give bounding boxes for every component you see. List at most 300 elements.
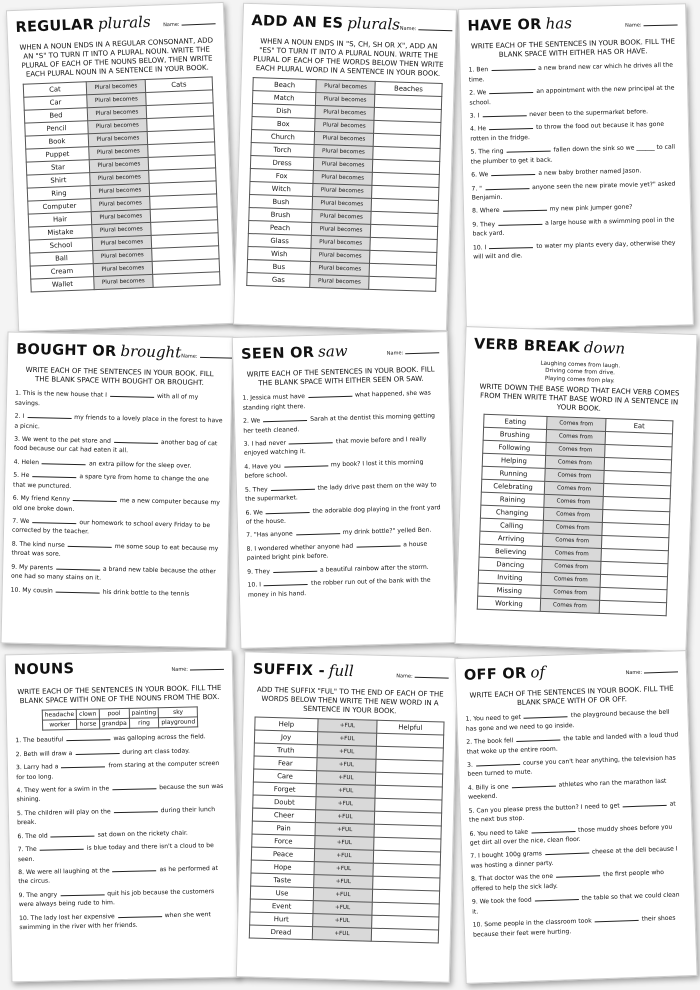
suffix-table [249, 717, 445, 944]
worksheet-have-or-has [458, 3, 694, 330]
instructions: WRITE EACH OF THE SENTENCES IN YOUR BOOK. FILL THE BLANK SPACE WITH EITHER SEEN OR SAW. [246, 365, 435, 388]
question-start: 8. That doctor was the one [470, 873, 554, 884]
label-cell: Comes from [544, 494, 603, 509]
word-cell: Hurt [250, 912, 313, 927]
word-cell: Puppet [26, 147, 89, 162]
word-cell: Force [252, 834, 315, 849]
title-cursive: of [530, 662, 546, 682]
question-end: the robber run out of the bank with the money in his hand. [247, 576, 431, 599]
word-cell: Peace [251, 847, 314, 862]
answer-blank[interactable] [114, 805, 158, 813]
label-cell: Plural becomes [91, 197, 150, 212]
word-cell: Fox [250, 169, 313, 184]
label-cell: Plural becomes [93, 249, 152, 264]
question-start: 10. My cousin [10, 586, 53, 595]
question-start: 2. We [242, 417, 261, 425]
answer-blank[interactable] [73, 494, 117, 502]
word-cell: School [29, 238, 92, 253]
verb-table [477, 414, 674, 617]
question-start: 6. The old [17, 832, 48, 840]
answer-blank[interactable] [266, 506, 310, 514]
question-start: 6. We [471, 171, 489, 179]
question-end: their shoes because their feet were hurting. [472, 914, 676, 939]
answer-blank[interactable] [118, 910, 162, 918]
answer-cell[interactable]: Helpful [377, 721, 444, 736]
label-cell: Plural becomes [313, 158, 372, 173]
word-cell: Bus [247, 260, 310, 275]
question-item [17, 804, 227, 828]
question-start: 7. "Has anyone [246, 530, 293, 540]
answer-blank[interactable] [264, 578, 308, 586]
name-field[interactable]: Name: [625, 21, 678, 28]
question-list [460, 59, 691, 262]
example-line: Laughing comes from laugh. [540, 360, 621, 370]
word-cell: Pain [252, 821, 315, 836]
question-start: 6. We [245, 508, 263, 517]
word-box-cell: playground [159, 717, 198, 728]
question-item [19, 886, 229, 910]
question-start: 7. I bought 100g grams [470, 850, 543, 861]
question-start: 1. You need to get [465, 714, 522, 723]
answer-blank[interactable] [498, 218, 542, 226]
label-cell: Comes from [546, 430, 605, 445]
question-end: never been to the supermarket before. [529, 108, 649, 119]
name-field[interactable]: Name: [163, 20, 216, 28]
answer-blank[interactable] [516, 734, 560, 743]
answer-blank[interactable] [545, 847, 589, 856]
question-item [15, 731, 225, 746]
word-cell: Computer [28, 199, 91, 214]
word-cell: Gas [247, 273, 310, 288]
label-cell: Plural becomes [315, 93, 374, 108]
word-cell: Brush [249, 208, 312, 223]
instructions: WRITE EACH OF THE SENTENCES IN YOUR BOOK. FILL THE BLANK SPACE WITH OF OR OFF. [469, 684, 674, 708]
answer-blank[interactable] [270, 483, 314, 491]
worksheet-off-or-of [454, 650, 697, 984]
word-cell: Dread [249, 925, 312, 940]
question-start: 3. Larry had a [15, 763, 59, 772]
question-end: is blue today and there isn't a cloud to be seen. [17, 842, 214, 863]
question-start: 6. My friend Kenny [12, 494, 70, 504]
word-cell: Cheer [252, 808, 315, 823]
label-cell: Plural becomes [313, 171, 372, 186]
title-bold: REGULAR [15, 16, 95, 36]
question-end: the table so that we could clean it. [472, 891, 680, 916]
question-end: a new brand new car which he drives all the time. [468, 61, 674, 84]
label-cell: Plural becomes [314, 132, 373, 147]
word-cell: Fear [254, 756, 317, 771]
question-item [16, 744, 226, 759]
question-end: as he performed at the circus. [18, 865, 219, 886]
question-start: 9. They [247, 567, 271, 576]
question-start: 3. [467, 761, 474, 769]
word-cell: Pencil [25, 121, 88, 136]
answer-blank[interactable] [489, 122, 533, 130]
word-cell: Event [250, 899, 313, 914]
question-end: the adorable dog playing in the front yard of the house. [245, 503, 441, 526]
question-end: during art class today. [122, 747, 190, 756]
answer-blank[interactable] [476, 758, 520, 767]
answer-blank[interactable] [42, 457, 86, 465]
worksheet-title [16, 340, 224, 369]
question-item [14, 411, 222, 436]
label-cell: Plural becomes [89, 145, 148, 160]
label-cell: Comes from [545, 455, 604, 470]
label-cell: +FUL [313, 901, 372, 916]
question-list [7, 731, 237, 933]
title-cursive: plurals [347, 14, 401, 34]
answer-blank[interactable] [112, 864, 156, 872]
answer-blank[interactable] [485, 182, 529, 190]
title-cursive: has [545, 14, 573, 33]
question-list [457, 706, 695, 940]
worksheet-title [14, 658, 224, 686]
question-start: 7. " [471, 184, 483, 193]
question-start: 7. The [17, 845, 37, 854]
question-end: when she went swimming in the river with her friends. [19, 910, 211, 932]
question-start: 2. I [14, 412, 25, 420]
name-field[interactable]: Name: [400, 26, 453, 34]
question-item [17, 826, 227, 841]
label-cell: +FUL [315, 823, 374, 838]
label-cell: +FUL [312, 927, 371, 942]
answer-blank[interactable] [308, 390, 352, 398]
title-bold: ADD AN ES [251, 12, 344, 32]
word-cell: Car [24, 95, 87, 110]
worksheet-es-plurals [233, 3, 457, 332]
question-item [243, 410, 441, 435]
title-bold: SUFFIX - [252, 661, 326, 680]
label-cell: +FUL [314, 875, 373, 890]
answer-blank[interactable] [112, 782, 156, 790]
answer-blank[interactable] [511, 780, 555, 789]
question-start: 8. The kind nurse [11, 540, 65, 549]
label-cell: +FUL [317, 745, 376, 760]
answer-blank[interactable] [110, 390, 154, 398]
answer-cell[interactable]: Beaches [375, 82, 442, 97]
worksheet-bought-or-brought [0, 331, 233, 648]
title-bold: SEEN OR [240, 344, 315, 363]
label-cell: +FUL [317, 758, 376, 773]
word-cell: Inviting [478, 570, 541, 585]
name-field[interactable]: Name: [387, 349, 440, 356]
label-cell: Comes from [543, 520, 602, 535]
title-cursive: plurals [97, 12, 151, 33]
question-end: with all of my savings. [14, 393, 199, 407]
answer-blank[interactable] [61, 760, 105, 768]
title-bold: VERB BREAK [473, 336, 581, 357]
answer-blank[interactable] [40, 843, 84, 851]
label-cell: Comes from [540, 598, 599, 613]
question-end: the table and landed with a loud thud that woke up the entire room. [466, 731, 679, 756]
word-cell: Shirt [27, 173, 90, 188]
question-start: 9. They [472, 220, 496, 229]
question-start: 9. We took the food [471, 896, 532, 906]
word-cell: Truth [254, 743, 317, 758]
word-cell: Mistake [29, 225, 92, 240]
question-item [11, 561, 219, 586]
question-item [470, 142, 680, 167]
answer-blank[interactable] [114, 436, 158, 444]
label-cell: Comes from [547, 417, 606, 432]
question-start: 10. Some people in the classroom took [472, 917, 592, 929]
question-end: that movie before and I really enjoyed watching it. [243, 435, 427, 458]
answer-blank[interactable] [489, 241, 533, 249]
label-cell: Plural becomes [311, 236, 370, 251]
worksheet-title [251, 11, 448, 41]
word-cell: Cat [23, 82, 86, 97]
instructions: WRITE DOWN THE BASE WORD THAT EACH VERB COMES FROM THEN WRITE THAT BASE WORD IN A SENTENCE IN YOUR BOOK. [479, 382, 680, 413]
answer-blank[interactable] [27, 411, 71, 419]
word-cell: Helping [482, 453, 545, 468]
question-end: anyone seen the new pirate movie yet?" asked Benjamin. [471, 180, 676, 202]
question-end: sat down on the rickety chair. [97, 829, 188, 839]
answer-cell[interactable] [369, 277, 436, 292]
question-start: 1. Ben [468, 66, 489, 74]
answer-cell[interactable] [599, 600, 666, 615]
label-cell: Plural becomes [87, 106, 146, 121]
question-item [246, 538, 444, 563]
answer-cell[interactable]: Eat [606, 419, 673, 434]
answer-blank[interactable] [535, 893, 579, 902]
question-end: me some soup to eat because my throat was sore. [11, 542, 219, 559]
question-start: 4. Billy is one [467, 783, 509, 792]
answer-blank[interactable] [531, 825, 575, 834]
name-field[interactable]: Name: [625, 668, 678, 676]
word-cell: Care [253, 769, 316, 784]
question-end: fallen down the sink so we ______ to call the plumber to get it back. [470, 143, 676, 166]
question-start: 9. My parents [11, 563, 54, 572]
question-item [242, 387, 440, 412]
label-cell: Plural becomes [310, 275, 369, 290]
question-end: an appointment with the new principal at the school. [469, 84, 675, 107]
title-cursive: down [583, 338, 626, 358]
label-cell: +FUL [317, 732, 376, 747]
label-cell: Plural becomes [315, 106, 374, 121]
answer-blank[interactable] [32, 516, 76, 524]
word-box-cell: headache [42, 710, 77, 721]
label-cell: Plural becomes [90, 171, 149, 186]
question-end: a spare tyre from home to change the one that we punctured. [13, 473, 210, 490]
answer-blank[interactable] [356, 539, 400, 547]
question-end: to water my plants every day, otherwise they will wilt and die. [473, 239, 676, 261]
question-end: from staring at the computer screen for too long. [16, 760, 220, 781]
word-cell: Match [252, 91, 315, 106]
word-cell: Bed [24, 108, 87, 123]
word-box-cell: worker [42, 720, 77, 731]
word-cell: Star [26, 160, 89, 175]
word-cell: Book [25, 134, 88, 149]
answer-blank[interactable] [75, 747, 119, 755]
worksheet-title [467, 11, 678, 40]
label-cell: Plural becomes [310, 262, 369, 277]
label-cell: Comes from [541, 572, 600, 587]
worksheet-regular-plurals [6, 2, 236, 332]
answer-blank[interactable] [263, 414, 307, 422]
instructions: WHEN A NOUN ENDS IN A REGULAR CONSONANT, ADD AN "S" TO TURN IT INTO A PLURAL NOUN. WRITE THE PLURAL OF EACH OF THE NOUNS BELOW, THEN WRITE EACH PLURAL NOUN IN A SENTENCE IN YOUR BOOK. [19, 36, 214, 79]
instructions: WRITE EACH OF THE SENTENCES IN YOUR BOOK. FILL THE BLANK SPACE WITH EITHER HAS OR HAVE. [470, 37, 676, 59]
word-cell: Taste [251, 873, 314, 888]
label-cell: Comes from [543, 507, 602, 522]
answer-cell[interactable]: Cats [145, 77, 212, 93]
label-cell: Comes from [545, 468, 604, 483]
word-cell: Box [252, 117, 315, 132]
question-start: 5. He [13, 471, 30, 480]
question-start: 1. Jessica must have [242, 393, 306, 402]
question-end: during their lunch break. [17, 805, 216, 827]
word-cell: Raining [481, 492, 544, 507]
word-cell: Help [255, 717, 318, 732]
word-box-cell: painting [129, 708, 159, 719]
answer-blank[interactable] [289, 436, 333, 444]
question-start: 8. I wondered whether anyone had [246, 542, 354, 553]
answer-blank[interactable] [68, 540, 112, 548]
question-end: was galloping across the field. [113, 733, 206, 743]
word-box-cell: pool [99, 709, 129, 720]
question-item [16, 781, 226, 805]
label-cell: Comes from [541, 585, 600, 600]
word-cell: Church [251, 130, 314, 145]
answer-blank[interactable] [524, 710, 568, 719]
question-item [245, 479, 443, 504]
question-end: athletes who ran the marathon last weekend. [468, 777, 667, 801]
label-cell: Plural becomes [91, 210, 150, 225]
question-end: the playground because the bell has gone and we need to go inside. [465, 708, 670, 733]
question-end: another bag of cat food because our cat had eaten it all. [13, 438, 218, 455]
answer-blank[interactable] [66, 733, 110, 741]
name-field[interactable]: Name: [171, 666, 224, 673]
example-line: Driving come from drive. [545, 368, 616, 377]
word-cell: Peach [248, 221, 311, 236]
label-cell: Plural becomes [311, 223, 370, 238]
word-box-row [42, 717, 198, 730]
answer-blank[interactable] [284, 459, 328, 467]
question-start: 8. We were all laughing at the [18, 867, 110, 877]
answer-blank[interactable] [273, 565, 317, 573]
plural-table [23, 77, 221, 293]
question-start: 3. We went to the pet store and [14, 435, 111, 445]
question-end: at the next bus stop. [468, 800, 676, 824]
answer-blank[interactable] [502, 204, 546, 212]
name-field[interactable]: Name: [396, 673, 449, 680]
instructions: WRITE EACH OF THE SENTENCES IN YOUR BOOK. FILL THE BLANK SPACE WITH ONE OF THE NOUNS FROM THE BOX. [17, 683, 222, 706]
word-cell: Dish [252, 104, 315, 119]
plural-table [246, 77, 442, 292]
label-cell: Plural becomes [90, 184, 149, 199]
answer-blank[interactable] [60, 888, 104, 896]
question-item [473, 237, 683, 262]
label-cell: +FUL [314, 849, 373, 864]
worksheet-seen-or-saw [232, 331, 457, 649]
noun-word-box [42, 707, 199, 731]
question-end: my new pink jumper gone? [549, 204, 633, 214]
question-end: the lady drive past them on the way to the supermarket. [245, 481, 437, 503]
answer-blank[interactable] [556, 870, 600, 879]
question-start: 7. We [12, 517, 30, 526]
question-end: a house painted bright pink before. [246, 540, 428, 563]
word-cell: Changing [480, 505, 543, 520]
answer-blank[interactable] [56, 585, 100, 593]
question-start: 10. I [247, 581, 262, 589]
question-start: 4. He [469, 125, 487, 133]
label-cell: Plural becomes [88, 119, 147, 134]
question-item [245, 502, 443, 527]
name-field[interactable]: Name: [181, 353, 233, 360]
answer-cell[interactable] [371, 928, 438, 943]
answer-cell[interactable] [153, 272, 220, 288]
question-item [469, 83, 679, 108]
answer-blank[interactable] [622, 799, 666, 808]
label-cell: Plural becomes [92, 236, 151, 251]
word-cell: Ball [30, 251, 93, 266]
question-start: 3. I had never [243, 439, 287, 448]
label-cell: +FUL [316, 784, 375, 799]
answer-blank[interactable] [595, 914, 639, 923]
word-cell: Eating [484, 414, 547, 429]
word-cell: Wallet [31, 277, 94, 292]
word-cell: Working [477, 596, 540, 611]
question-item [12, 516, 220, 541]
question-end: Sarah at the dentist this morning getting her teeth cleaned. [243, 412, 436, 435]
question-item [247, 574, 445, 599]
word-cell: Arriving [480, 531, 543, 546]
word-cell: Dress [250, 156, 313, 171]
word-cell: Cream [30, 264, 93, 279]
answer-blank[interactable] [489, 86, 533, 94]
title-cursive: full [328, 661, 354, 681]
label-cell: Plural becomes [313, 184, 372, 199]
question-item [16, 758, 226, 782]
answer-blank[interactable] [32, 470, 76, 478]
question-end: my friends to a lovely place in the forest to have a picnic. [14, 414, 223, 430]
answer-blank[interactable] [51, 829, 95, 837]
label-cell: Comes from [542, 546, 601, 561]
label-cell: Plural becomes [88, 132, 147, 147]
label-cell: +FUL [318, 719, 377, 734]
word-box-cell: clown [77, 709, 100, 719]
title-bold: BOUGHT OR [15, 341, 117, 360]
answer-blank[interactable] [482, 109, 526, 117]
question-end: to throw the food out because it has gone rotten in the fridge. [470, 121, 665, 143]
question-start: 10. I [472, 243, 487, 252]
label-cell: Comes from [542, 533, 601, 548]
question-end: a beautiful rainbow after the storm. [319, 563, 429, 574]
worksheet-title [241, 339, 440, 369]
title-cursive: brought [120, 342, 182, 362]
question-end: a brand new table because the other one had so many stains on it. [10, 565, 216, 582]
label-cell: +FUL [314, 862, 373, 877]
question-end: our homework to school every Friday to be corrected by the teacher. [11, 519, 211, 536]
instructions: WRITE EACH OF THE SENTENCES IN YOUR BOOK. FILL THE BLANK SPACE WITH BOUGHT OR BROUGHT. [25, 365, 214, 388]
question-item [11, 539, 219, 564]
label-cell: +FUL [313, 888, 372, 903]
question-end: a large house with a swimming pool in the back yard. [472, 216, 675, 238]
word-cell: Doubt [253, 795, 316, 810]
word-box-cell: ring [129, 718, 159, 729]
question-end: a new baby brother named Jason. [538, 167, 642, 178]
worksheet-verb-break-down [455, 326, 698, 652]
label-cell: Comes from [546, 443, 605, 458]
question-end: an extra pillow for the sleep over. [88, 460, 192, 470]
answer-blank[interactable] [491, 63, 535, 71]
answer-blank[interactable] [296, 528, 340, 536]
answer-blank[interactable] [491, 168, 535, 176]
label-cell: Comes from [544, 481, 603, 496]
answer-blank[interactable] [56, 562, 100, 570]
word-cell: Missing [478, 583, 541, 598]
word-cell: Glass [248, 234, 311, 249]
answer-blank[interactable] [506, 145, 550, 153]
